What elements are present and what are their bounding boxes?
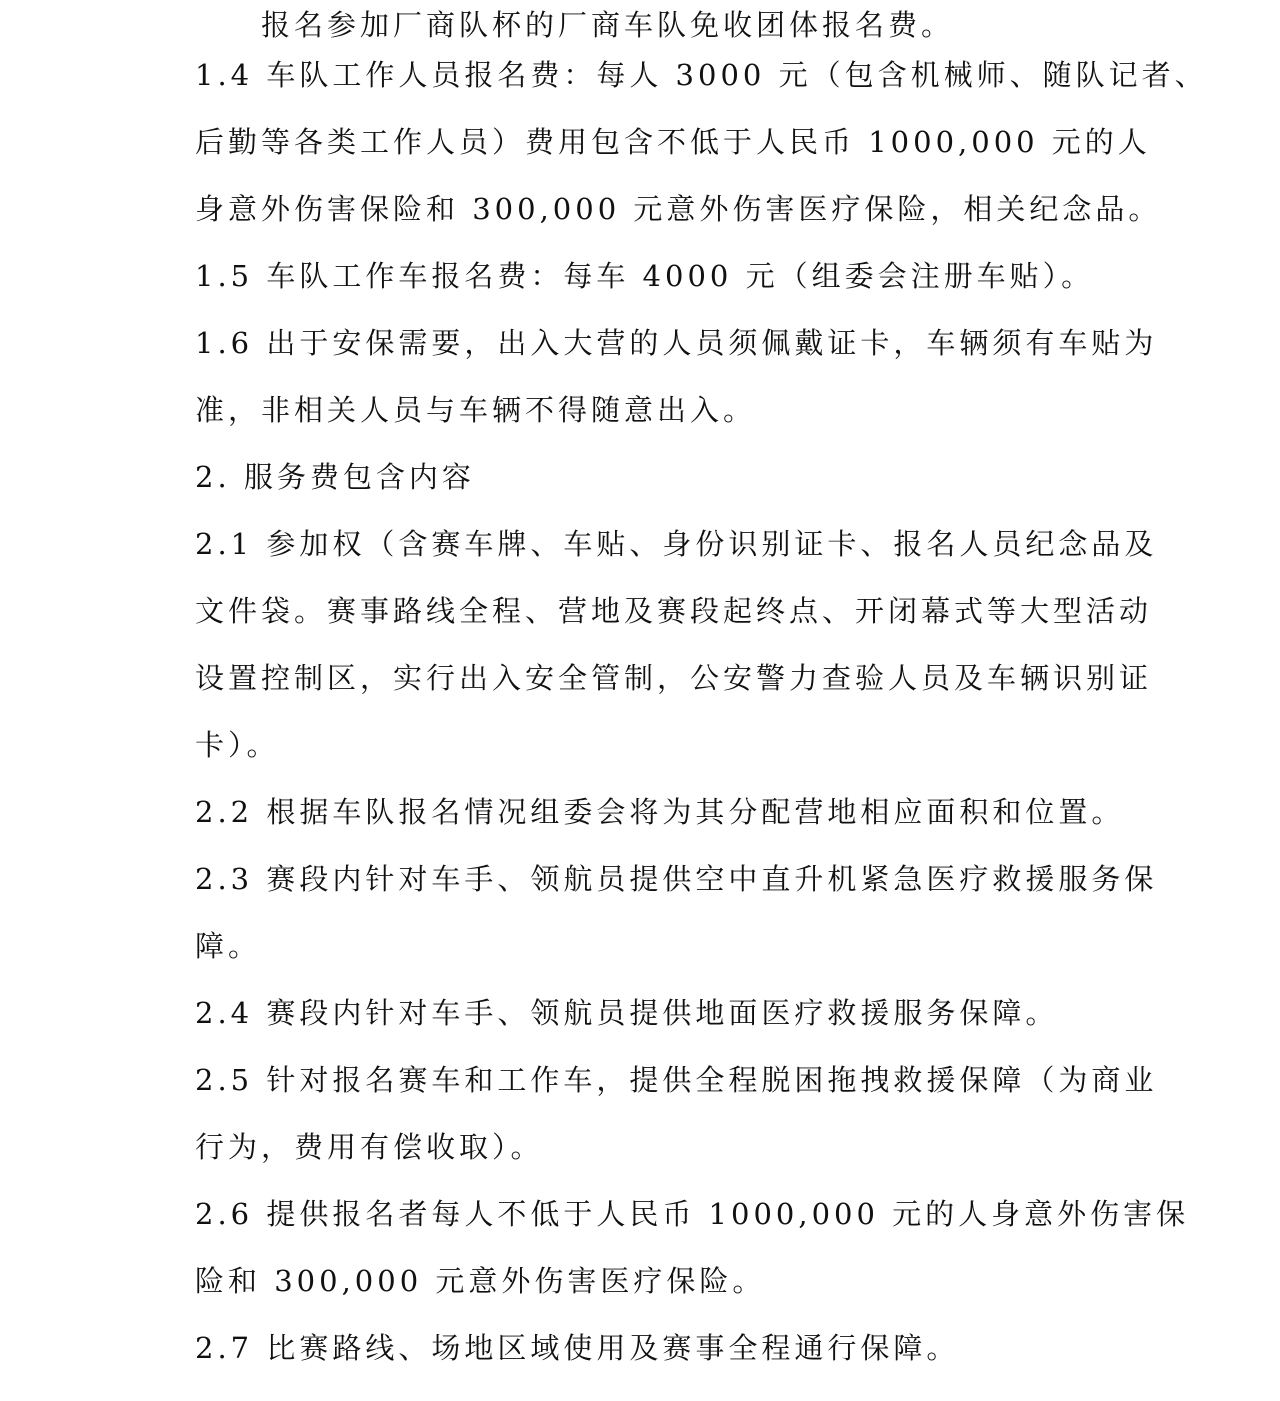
paragraph-line: 卡）。 <box>195 728 280 762</box>
paragraph-line: 1.5 车队工作车报名费：每车 4000 元（组委会注册车贴）。 <box>195 259 1095 293</box>
paragraph-line: 2.2 根据车队报名情况组委会将为其分配营地相应面积和位置。 <box>195 795 1125 829</box>
paragraph-line: 2.3 赛段内针对车手、领航员提供空中直升机紧急医疗救援服务保 <box>195 862 1158 896</box>
paragraph-line: 1.6 出于安保需要，出入大营的人员须佩戴证卡，车辆须有车贴为 <box>195 326 1158 360</box>
document-body <box>195 0 1208 1390</box>
paragraph-line: 1.4 车队工作人员报名费：每人 3000 元（包含机械师、随队记者、 <box>195 58 1208 92</box>
paragraph-line: 2.6 提供报名者每人不低于人民币 1000,000 元的人身意外伤害保 <box>195 1197 1190 1231</box>
paragraph-line: 报名参加厂商队杯的厂商车队免收团体报名费。 <box>261 8 955 42</box>
paragraph-line: 2.7 比赛路线、场地区域使用及赛事全程通行保障。 <box>195 1331 960 1365</box>
paragraph-line: 2.5 针对报名赛车和工作车，提供全程脱困拖拽救援保障（为商业 <box>195 1063 1158 1097</box>
paragraph-line: 身意外伤害保险和 300,000 元意外伤害医疗保险，相关纪念品。 <box>195 192 1162 226</box>
paragraph-line: 2.1 参加权（含赛车牌、车贴、身份识别证卡、报名人员纪念品及 <box>195 527 1158 561</box>
paragraph-line: 障。 <box>195 929 262 963</box>
paragraph-line: 行为，费用有偿收取）。 <box>195 1130 544 1164</box>
paragraph-line: 准，非相关人员与车辆不得随意出入。 <box>195 393 757 427</box>
section-heading: 2. 服务费包含内容 <box>195 460 475 494</box>
paragraph-line: 设置控制区，实行出入安全管制，公安警力查验人员及车辆识别证 <box>195 661 1153 695</box>
paragraph-line: 2.4 赛段内针对车手、领航员提供地面医疗救援服务保障。 <box>195 996 1059 1030</box>
paragraph-line: 后勤等各类工作人员）费用包含不低于人民币 1000,000 元的人 <box>195 125 1151 159</box>
paragraph-line: 险和 300,000 元意外伤害医疗保险。 <box>195 1264 766 1298</box>
paragraph-line: 文件袋。赛事路线全程、营地及赛段起终点、开闭幕式等大型活动 <box>195 594 1153 628</box>
